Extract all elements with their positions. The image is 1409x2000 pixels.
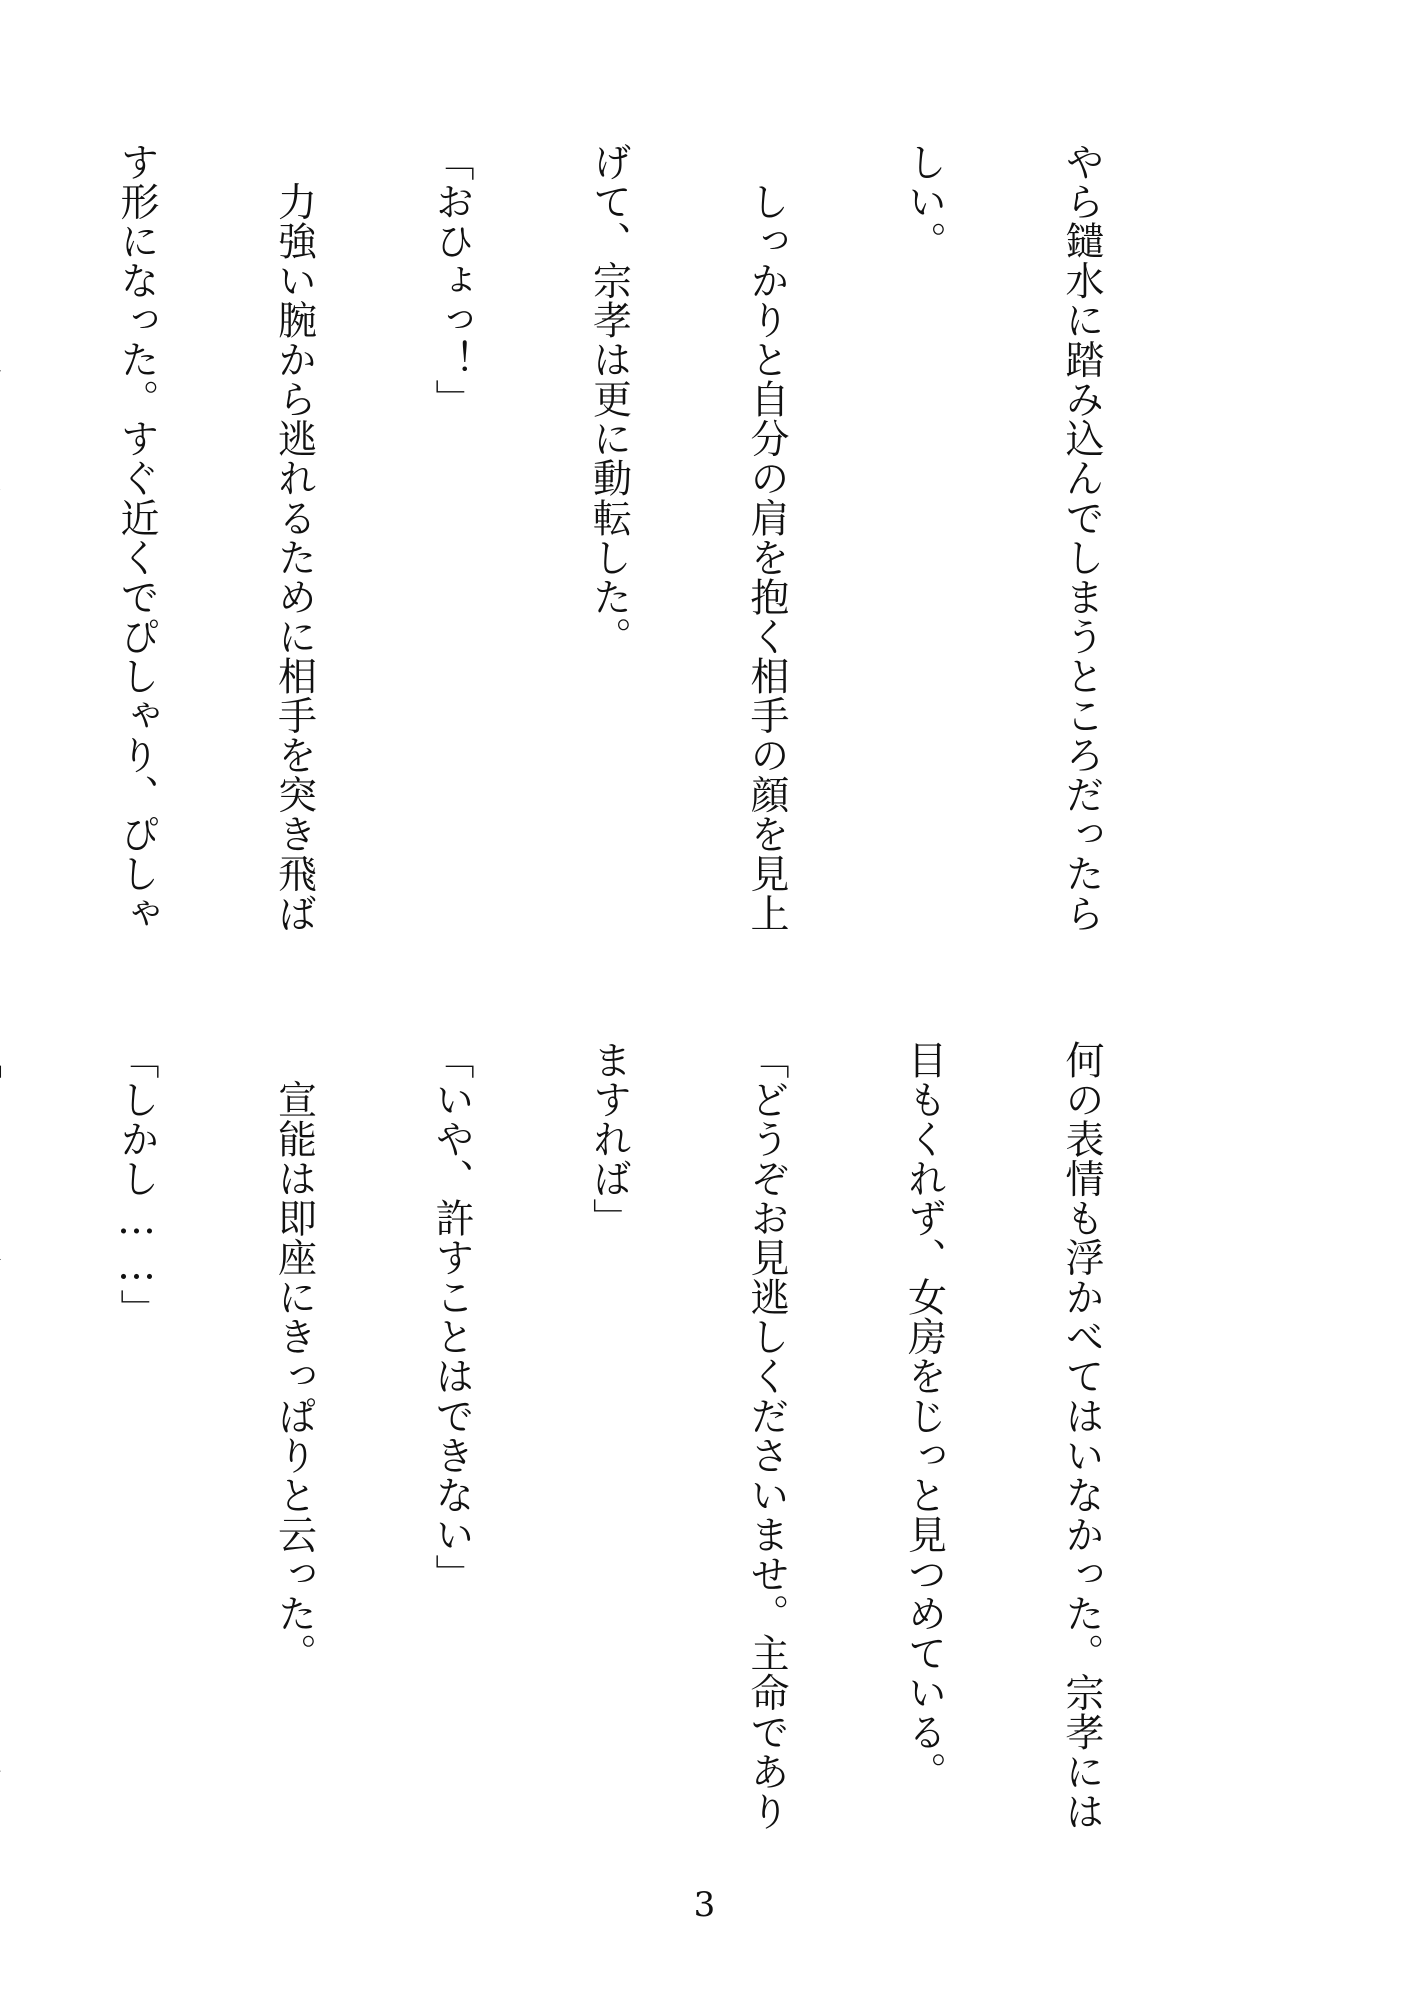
text-column: 「どうぞお見逃しくださいませ。主命であり: [744, 1040, 789, 1831]
text-column: す形になった。すぐ近くでぴしゃり、ぴしゃ: [114, 142, 159, 933]
text-block-bottom: [0, 1040, 1212, 1860]
text-column: げて、宗孝は更に動転した。: [586, 142, 632, 657]
text-column: しい。: [901, 142, 947, 261]
text-column: 「しかし……」: [114, 1040, 159, 1329]
text-column: ますれば」: [586, 1040, 632, 1238]
text-column: 目もくれず、女房をじっと見つめている。: [901, 1040, 947, 1792]
text-column: 何の表情も浮かべてはいなかった。宗孝には: [1059, 1040, 1104, 1831]
text-column: [0, 142, 5, 962]
text-column: しっかりと自分の肩を抱く相手の顔を見上: [744, 142, 789, 933]
text-column: 「いや、許すことはできない」: [429, 1040, 474, 1594]
text-column: やら鑓水に踏み込んでしまうところだったら: [1059, 142, 1104, 933]
text-column: 「おひょっ！」: [429, 142, 474, 419]
text-column: [0, 1040, 5, 1860]
text-block-top: [0, 142, 1212, 962]
page-number: 3: [693, 1885, 716, 1925]
text-column: 宣能は即座にきっぱりと云った。: [271, 1040, 317, 1673]
text-column: 力強い腕から逃れるために相手を突き飛ば: [271, 142, 317, 933]
